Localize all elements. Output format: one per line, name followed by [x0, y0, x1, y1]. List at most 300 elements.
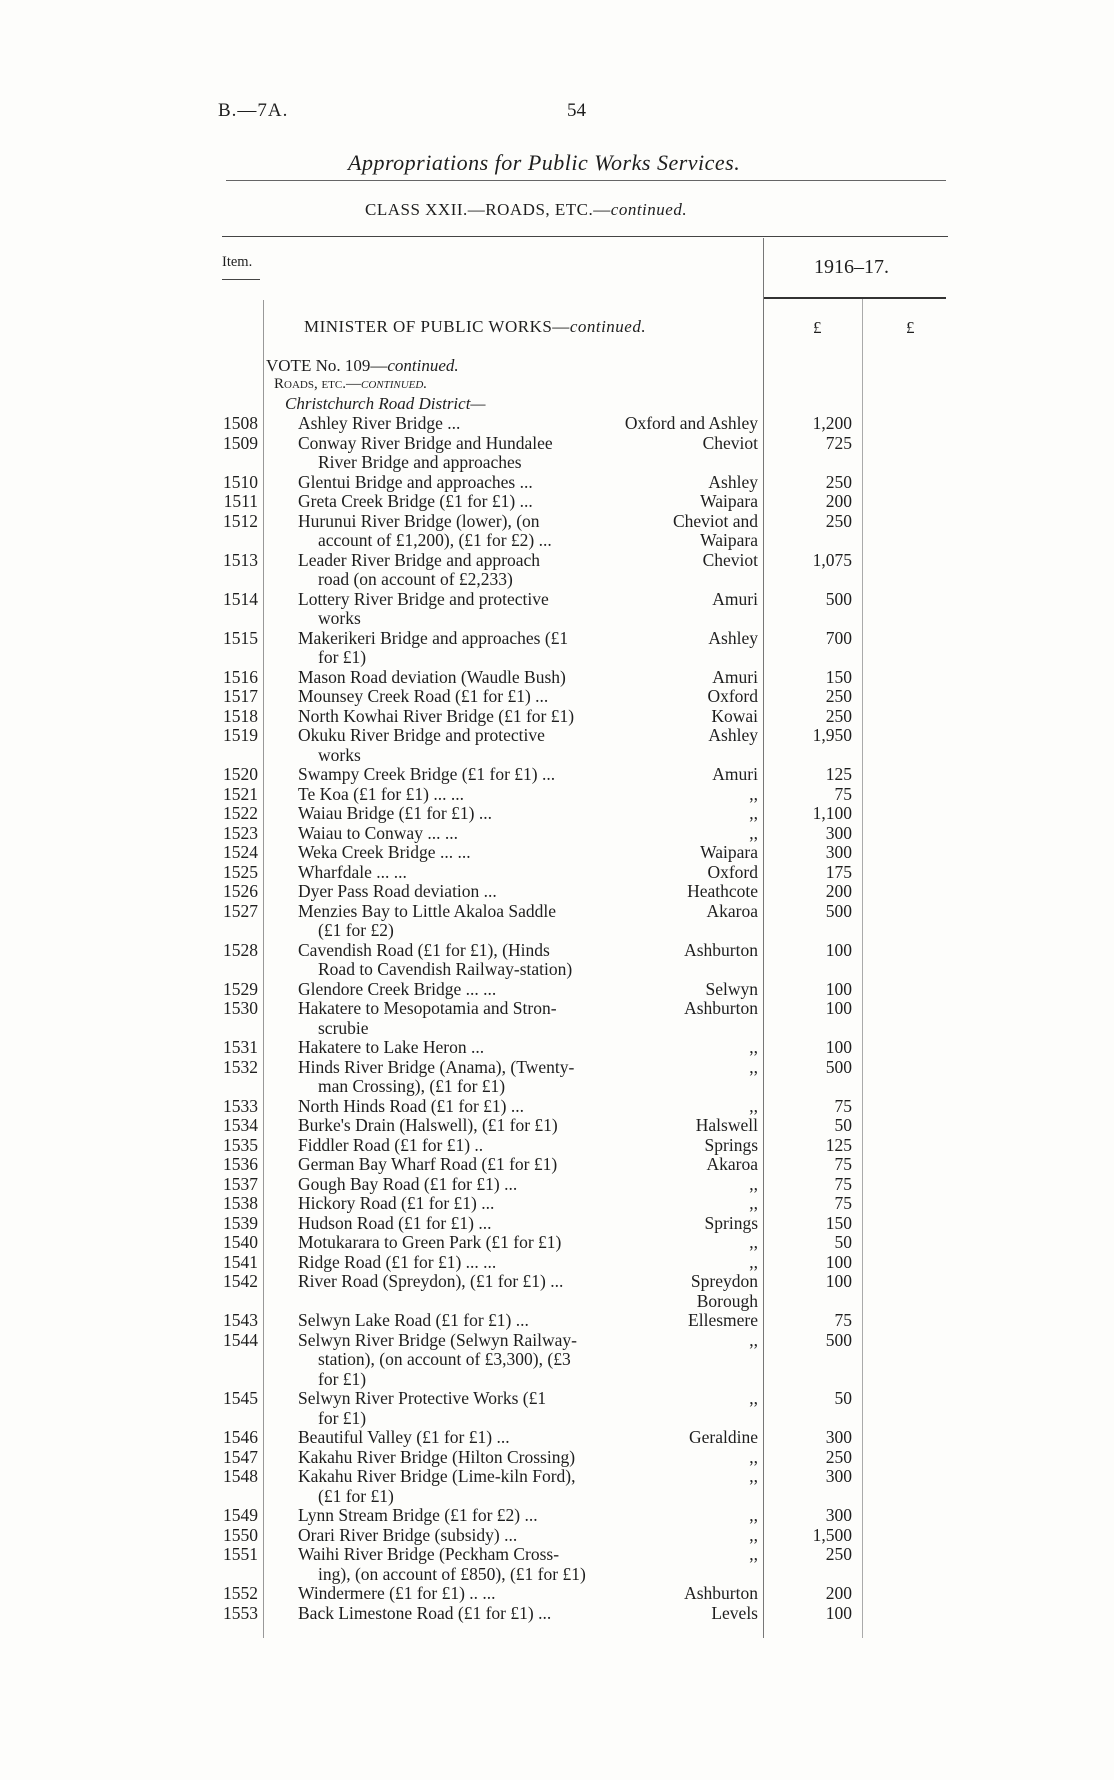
item-number: 1527: [223, 900, 258, 921]
item-number: 1545: [223, 1388, 258, 1408]
description-line: Orari River Bridge (subsidy) ...: [298, 1524, 518, 1545]
item-description: [298, 1233, 630, 1253]
item-description: [298, 1311, 630, 1331]
district-line: ,,: [749, 1056, 758, 1077]
district-line: Halswell: [695, 1115, 758, 1135]
district-name: [620, 687, 758, 707]
district-line: Kowai: [711, 705, 758, 726]
description-line: account of £1,200), (£1 for £2) ...: [318, 530, 552, 550]
district-line: ,,: [749, 1544, 758, 1564]
amount: 100: [825, 1251, 852, 1272]
description-line: German Bay Wharf Road (£1 for £1): [298, 1154, 558, 1174]
district-line: Oxford and Ashley: [624, 413, 758, 433]
description-line: Waiau to Conway ... ...: [298, 822, 458, 843]
amount: 250: [825, 705, 852, 726]
year-header-rule: [764, 297, 946, 299]
item-number: 1520: [223, 764, 258, 784]
amount: 300: [825, 1466, 852, 1486]
item-description: [298, 512, 630, 551]
pound-sign-col1: £: [813, 318, 822, 337]
district-name: [620, 1311, 758, 1331]
item-description: [298, 668, 630, 688]
district-name: [620, 492, 758, 512]
district-line: ,,: [749, 1505, 758, 1525]
description-line: Hinds River Bridge (Anama), (Twenty-: [298, 1056, 575, 1077]
district-name: [620, 824, 758, 844]
amount: 100: [825, 939, 852, 960]
district-name: [620, 1545, 758, 1565]
pound-sign-col2: £: [906, 318, 915, 337]
item-number: 1512: [223, 510, 258, 531]
roads-heading: [274, 376, 427, 393]
district-name: [620, 1584, 758, 1604]
district-name: [620, 668, 758, 688]
description-line: Cavendish Road (£1 for £1), (Hinds: [298, 939, 550, 960]
district-name: [620, 1175, 758, 1195]
item-description: [298, 882, 630, 902]
amount: 200: [825, 881, 852, 901]
item-number: 1523: [223, 822, 258, 843]
description-line: Beautiful Valley (£1 for £1) ...: [298, 1427, 510, 1447]
item-description: [298, 941, 630, 980]
item-number: 1530: [223, 998, 258, 1018]
table-top-rule: [222, 236, 948, 237]
item-description: [298, 551, 630, 590]
district-name: [620, 1604, 758, 1624]
district-heading: Christchurch Road District—: [285, 394, 486, 413]
district-line: Levels: [711, 1602, 758, 1623]
district-name: [620, 551, 758, 571]
district-line: Cheviot: [702, 549, 758, 570]
district-line: ,,: [749, 783, 758, 804]
district-line: Ashley: [708, 725, 758, 745]
description-line: Fiddler Road (£1 for £1) ..: [298, 1134, 484, 1155]
amount: 300: [825, 842, 852, 862]
item-number: 1542: [223, 1271, 258, 1291]
district-name: [620, 882, 758, 902]
item-description: [298, 785, 630, 805]
district-line: Ashley: [708, 627, 758, 648]
amount: 125: [825, 1134, 852, 1155]
district-line: ,,: [749, 1173, 758, 1194]
item-number: 1539: [223, 1212, 258, 1233]
district-line: ,,: [749, 1232, 758, 1252]
item-description: [298, 1097, 630, 1117]
item-number: 1533: [223, 1095, 258, 1116]
district-line: Amuri: [712, 588, 758, 609]
amount: 1,200: [812, 413, 852, 433]
amount: 150: [825, 1212, 852, 1233]
description-line: Mounsey Creek Road (£1 for £1) ...: [298, 686, 549, 706]
item-description: [298, 414, 630, 434]
item-description: [298, 434, 630, 473]
description-line: Selwyn Lake Road (£1 for £1) ...: [298, 1310, 529, 1330]
title-rule: [226, 180, 946, 181]
item-number: 1548: [223, 1466, 258, 1486]
district-name: [620, 1389, 758, 1409]
district-name: [620, 785, 758, 805]
description-line: Wharfdale ... ...: [298, 861, 407, 882]
column-divider-second: [862, 298, 863, 1638]
district-name: [620, 473, 758, 493]
amount: 1,100: [812, 803, 852, 823]
amount: 75: [834, 1154, 852, 1174]
amount: 50: [834, 1115, 852, 1135]
item-number: 1516: [223, 666, 258, 687]
description-line: Mason Road deviation (Waudle Bush): [298, 666, 566, 687]
district-name: [620, 1194, 758, 1214]
district-name: [620, 1136, 758, 1156]
description-line: Okuku River Bridge and protective: [298, 725, 545, 745]
district-line: Springs: [704, 1212, 758, 1233]
district-name: [620, 863, 758, 883]
amount: 250: [825, 471, 852, 492]
document-reference: B.—7A.: [218, 100, 289, 121]
description-line: Ashley River Bridge ...: [298, 413, 461, 433]
district-line: Borough: [696, 1290, 758, 1311]
amount: 250: [825, 1544, 852, 1564]
item-description: [298, 687, 630, 707]
item-description: [298, 1214, 630, 1234]
amount: 50: [834, 1388, 852, 1408]
item-number: 1528: [223, 939, 258, 960]
ministry-heading: [304, 317, 646, 337]
description-line: Weka Creek Bridge ... ...: [298, 842, 471, 862]
amount: 100: [825, 1602, 852, 1623]
item-description: [298, 1448, 630, 1468]
district-line: Geraldine: [689, 1427, 758, 1447]
description-line: North Kowhai River Bridge (£1 for £1): [298, 705, 575, 726]
class-heading: [365, 200, 687, 220]
district-name: [620, 1526, 758, 1546]
item-number: 1546: [223, 1427, 258, 1447]
district-name: [620, 1038, 758, 1058]
district-line: Ashburton: [684, 1583, 758, 1603]
district-line: Akaroa: [706, 900, 758, 921]
item-description: [298, 1506, 630, 1526]
description-line: Waihi River Bridge (Peckham Cross-: [298, 1544, 560, 1564]
district-line: Oxford: [707, 686, 758, 706]
vote-heading-suffix: continued.: [387, 356, 459, 375]
district-name: [620, 1058, 758, 1078]
amount: 250: [825, 686, 852, 706]
district-line: ,,: [749, 1251, 758, 1272]
district-line: ,,: [749, 803, 758, 823]
item-description: [298, 1604, 630, 1624]
item-description: [298, 999, 630, 1038]
amount: 125: [825, 764, 852, 784]
amount: 150: [825, 666, 852, 687]
item-description: [298, 980, 630, 1000]
amount: 75: [834, 1310, 852, 1330]
description-line: Hurunui River Bridge (lower), (on: [298, 510, 540, 531]
page-number: 54: [567, 100, 586, 121]
district-line: Ashburton: [684, 998, 758, 1018]
district-name: [620, 765, 758, 785]
district-line: Oxford: [707, 861, 758, 882]
district-name: [620, 804, 758, 824]
item-number: 1538: [223, 1193, 258, 1213]
item-description: [298, 1253, 630, 1273]
roads-heading-text: Roads, etc.—: [274, 376, 361, 392]
description-line: scrubie: [318, 1017, 369, 1038]
item-description: [298, 902, 630, 941]
description-line: for £1): [318, 647, 367, 667]
description-line: ing), (on account of £850), (£1 for £1): [318, 1563, 586, 1584]
district-line: ,,: [749, 1524, 758, 1545]
description-line: Road to Cavendish Railway-station): [318, 959, 573, 979]
item-number: 1547: [223, 1446, 258, 1467]
item-number: 1550: [223, 1524, 258, 1545]
item-description: [298, 1058, 630, 1097]
class-heading-suffix: continued.: [610, 200, 688, 219]
item-number: 1515: [223, 627, 258, 648]
amount: 500: [825, 588, 852, 609]
district-line: Amuri: [712, 666, 758, 687]
description-line: Conway River Bridge and Hundalee: [298, 432, 553, 453]
item-number: 1551: [223, 1544, 258, 1564]
amount: 500: [825, 1056, 852, 1077]
description-line: Te Koa (£1 for £1) ... ...: [298, 783, 464, 804]
amount: 300: [825, 822, 852, 843]
item-description: [298, 843, 630, 863]
ministry-heading-suffix: continued.: [569, 317, 647, 336]
item-number: 1514: [223, 588, 258, 609]
description-line: Leader River Bridge and approach: [298, 549, 540, 570]
amount: 75: [834, 1193, 852, 1213]
page-title: Appropriations for Public Works Services.: [348, 150, 741, 175]
item-number: 1508: [223, 413, 258, 433]
item-number: 1525: [223, 861, 258, 882]
amount: 250: [825, 510, 852, 531]
amount: 75: [834, 783, 852, 804]
item-description: [298, 1545, 630, 1584]
item-number: 1521: [223, 783, 258, 804]
district-line: ,,: [749, 1466, 758, 1486]
district-name: [620, 1448, 758, 1468]
item-description: [298, 629, 630, 668]
item-number: 1532: [223, 1056, 258, 1077]
district-name: [620, 1116, 758, 1136]
item-description: [298, 1194, 630, 1214]
description-line: River Road (Spreydon), (£1 for £1) ...: [298, 1271, 564, 1291]
amount: 500: [825, 900, 852, 921]
description-line: works: [318, 608, 361, 628]
district-line: Heathcote: [687, 881, 758, 901]
vote-heading: [266, 356, 459, 376]
description-line: for £1): [318, 1407, 367, 1428]
district-name: [620, 1233, 758, 1253]
district-name: [620, 1097, 758, 1117]
district-line: ,,: [749, 1193, 758, 1213]
item-number: 1522: [223, 803, 258, 823]
district-name: [620, 629, 758, 649]
amount: 1,075: [812, 549, 852, 570]
description-line: Hakatere to Mesopotamia and Stron-: [298, 998, 557, 1018]
item-number: 1544: [223, 1329, 258, 1350]
description-line: for £1): [318, 1368, 367, 1389]
district-name: [620, 902, 758, 922]
district-line: ,,: [749, 1095, 758, 1116]
district-name: [620, 980, 758, 1000]
description-line: Selwyn River Protective Works (£1: [298, 1388, 547, 1408]
district-name: [620, 590, 758, 610]
item-number: 1549: [223, 1505, 258, 1525]
item-number: 1540: [223, 1232, 258, 1252]
item-number: 1541: [223, 1251, 258, 1272]
item-description: [298, 473, 630, 493]
amount: 200: [825, 1583, 852, 1603]
item-number: 1552: [223, 1583, 258, 1603]
district-name: [620, 1506, 758, 1526]
item-number: 1513: [223, 549, 258, 570]
description-line: Waiau Bridge (£1 for £1) ...: [298, 803, 492, 823]
ministry-heading-text: MINISTER OF PUBLIC WORKS—: [304, 317, 570, 336]
district-name: [620, 1331, 758, 1351]
description-line: (£1 for £2): [318, 920, 394, 940]
district-line: ,,: [749, 822, 758, 843]
amount: 75: [834, 1173, 852, 1194]
item-description: [298, 1175, 630, 1195]
item-description: [298, 1467, 630, 1506]
item-description: [298, 1428, 630, 1448]
district-line: Waipara: [700, 842, 758, 862]
amount: 175: [825, 861, 852, 882]
item-header-rule: [222, 279, 260, 280]
description-line: Glendore Creek Bridge ... ...: [298, 978, 497, 999]
description-line: Menzies Bay to Little Akaloa Saddle: [298, 900, 557, 921]
item-number: 1517: [223, 686, 258, 706]
description-line: man Crossing), (£1 for £1): [318, 1076, 506, 1096]
item-description: [298, 1116, 630, 1136]
district-line: Spreydon: [690, 1271, 758, 1291]
description-line: Makerikeri Bridge and approaches (£1: [298, 627, 569, 648]
item-number: 1553: [223, 1602, 258, 1623]
amount: 300: [825, 1505, 852, 1525]
amount: 300: [825, 1427, 852, 1447]
item-number: 1543: [223, 1310, 258, 1330]
description-line: road (on account of £2,233): [318, 569, 513, 589]
district-line: Ashley: [708, 471, 758, 492]
amount: 100: [825, 1037, 852, 1057]
item-description: [298, 492, 630, 512]
district-name: [620, 843, 758, 863]
district-line: ,,: [749, 1329, 758, 1350]
amount: 725: [825, 432, 852, 453]
item-number: 1510: [223, 471, 258, 492]
district-line: Selwyn: [705, 978, 758, 999]
amount: 100: [825, 978, 852, 999]
item-number: 1529: [223, 978, 258, 999]
district-name: [620, 707, 758, 727]
description-line: station), (on account of £3,300), (£3: [318, 1349, 571, 1369]
amount: 1,950: [812, 725, 852, 745]
district-line: ,,: [749, 1037, 758, 1057]
class-heading-text: CLASS XXII.—ROADS, ETC.—: [365, 200, 611, 219]
district-line: Cheviot and: [672, 510, 758, 531]
item-description: [298, 707, 630, 727]
item-description: [298, 1389, 630, 1428]
vote-heading-text: VOTE No. 109—: [266, 356, 388, 375]
district-line: Waipara: [700, 530, 758, 550]
roads-heading-suffix: continued.: [360, 376, 428, 392]
district-name: [620, 726, 758, 746]
district-name: [620, 1155, 758, 1175]
district-line: Akaroa: [706, 1154, 758, 1174]
description-line: Burke's Drain (Halswell), (£1 for £1): [298, 1115, 558, 1135]
description-line: (£1 for £1): [318, 1485, 394, 1506]
district-line: Ellesmere: [688, 1310, 758, 1330]
description-line: Lynn Stream Bridge (£1 for £2) ...: [298, 1505, 538, 1525]
item-number: 1524: [223, 842, 258, 862]
item-description: [298, 1584, 630, 1604]
item-number: 1536: [223, 1154, 258, 1174]
amount: 100: [825, 1271, 852, 1291]
district-name: [620, 414, 758, 434]
amount: 100: [825, 998, 852, 1018]
description-line: Ridge Road (£1 for £1) ... ...: [298, 1251, 497, 1272]
description-line: Lottery River Bridge and protective: [298, 588, 549, 609]
description-line: Greta Creek Bridge (£1 for £1) ...: [298, 491, 533, 511]
item-description: [298, 863, 630, 883]
description-line: North Hinds Road (£1 for £1) ...: [298, 1095, 525, 1116]
district-line: Amuri: [712, 764, 758, 784]
amount: 200: [825, 491, 852, 511]
description-line: Hickory Road (£1 for £1) ...: [298, 1193, 495, 1213]
description-line: Kakahu River Bridge (Lime-kiln Ford),: [298, 1466, 576, 1486]
item-number: 1531: [223, 1037, 258, 1057]
item-number: 1537: [223, 1173, 258, 1194]
description-line: Glentui Bridge and approaches ...: [298, 471, 533, 492]
item-number: 1534: [223, 1115, 258, 1135]
item-description: [298, 1331, 630, 1390]
item-description: [298, 1038, 630, 1058]
district-name: [620, 999, 758, 1019]
column-header-item: Item.: [222, 254, 253, 270]
description-line: Windermere (£1 for £1) .. ...: [298, 1583, 496, 1603]
item-description: [298, 1526, 630, 1546]
district-line: Springs: [704, 1134, 758, 1155]
item-number: 1526: [223, 881, 258, 901]
district-name: [620, 941, 758, 961]
description-line: Dyer Pass Road deviation ...: [298, 881, 497, 901]
description-line: Motukarara to Green Park (£1 for £1): [298, 1232, 562, 1252]
item-description: [298, 1136, 630, 1156]
item-number: 1518: [223, 705, 258, 726]
district-name: [620, 434, 758, 454]
amount: 1,500: [812, 1524, 852, 1545]
column-header-year: 1916–17.: [814, 256, 889, 278]
item-number: 1509: [223, 432, 258, 453]
amount: 700: [825, 627, 852, 648]
item-description: [298, 824, 630, 844]
amount: 50: [834, 1232, 852, 1252]
district-name: [620, 1428, 758, 1448]
item-description: [298, 590, 630, 629]
district-name: [620, 1467, 758, 1487]
item-description: [298, 726, 630, 765]
district-name: [620, 1214, 758, 1234]
district-line: Ashburton: [684, 939, 758, 960]
district-line: ,,: [749, 1388, 758, 1408]
description-line: Selwyn River Bridge (Selwyn Railway-: [298, 1329, 577, 1350]
district-line: Cheviot: [702, 432, 758, 453]
description-line: River Bridge and approaches: [318, 452, 522, 472]
item-description: [298, 765, 630, 785]
description-line: Hakatere to Lake Heron ...: [298, 1037, 485, 1057]
description-line: Kakahu River Bridge (Hilton Crossing): [298, 1446, 576, 1467]
description-line: Back Limestone Road (£1 for £1) ...: [298, 1602, 552, 1623]
